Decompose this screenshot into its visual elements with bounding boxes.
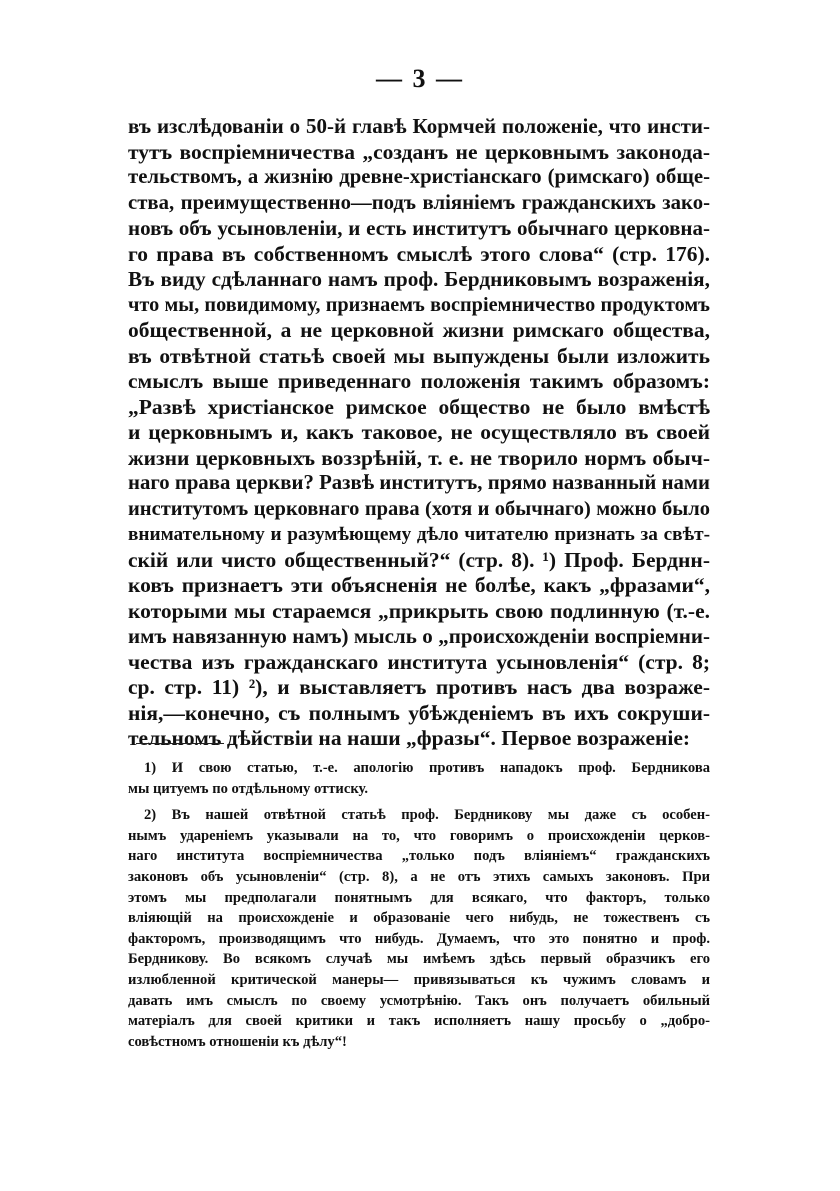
text-line: тутъ воспріемничества „созданъ не церковнымъ законода- — [128, 139, 710, 164]
footnote-line: факторомъ, производящимъ что нибудь. Думаемъ, что это понятно и проф. — [128, 930, 710, 947]
text-line: чества изъ гражданскаго института усыновленія“ (стр. 8; — [128, 649, 710, 674]
text-line: нія,—конечно, съ полнымъ убѣжденіемъ въ ихъ сокруши- — [128, 700, 710, 725]
footnote-line: вліяющій на происхожденіе и образованіе чего нибудь, не тожественъ съ — [128, 910, 710, 927]
footnote-line: излюбленной критической манеры— привязываться къ чужимъ словамъ и — [128, 971, 710, 988]
footnote-line: наго института воспріемничества „только подъ вліяніемъ“ гражданскихъ — [128, 848, 710, 865]
text-line: смыслъ выше приведеннаго положенія такимъ образомъ: — [128, 369, 710, 393]
text-line: Въ виду сдѣланнаго намъ проф. Бердниковымъ возраженія, — [128, 267, 710, 291]
text-line: новъ объ усыновленіи, и есть институтъ обычнаго церковна- — [128, 216, 710, 240]
text-line: тельномъ дѣйствіи на наши „фразы“. Первое возраженіе: — [128, 726, 691, 750]
footnote-line: матеріалъ для своей критики и такъ исполняетъ нашу просьбу о „добро- — [128, 1013, 710, 1030]
footnote-line: совѣстномъ отношеніи къ дѣлу“! — [128, 1033, 347, 1050]
footnote-line: 1) И свою статью, т.-е. апологію противъ нападокъ проф. Бердникова — [144, 760, 710, 776]
text-line: общественной, а не церковной жизни римскаго общества, — [128, 318, 710, 342]
text-line: скій или чисто общественный?“ (стр. 8). ¹) Проф. Берднн- — [128, 547, 710, 572]
text-line: въ изслѣдованіи о 50-й главѣ Кормчей положеніе, что инсти- — [128, 114, 710, 138]
footnote-line: нымъ удареніемъ указывали на то, что говоримъ о происхожденіи церков- — [128, 827, 710, 844]
footnote-line: законовъ объ усыновленіи“ (стр. 8), а не отъ этихъ самыхъ законовъ. При — [128, 868, 710, 885]
text-line: тельствомъ, а жизнію древне-христіанскаго (римскаго) обще- — [128, 166, 710, 188]
text-line: го права въ собственномъ смыслѣ этого слова“ (стр. 176). — [128, 241, 710, 266]
footnote-line: этомъ мы предполагали понятнымъ для всякаго, что факторъ, только — [128, 889, 710, 906]
footnote-1 — [128, 758, 710, 799]
text-line: имъ навязанную намъ) мысль о „происхожденіи воспріемни- — [128, 624, 710, 648]
text-line: наго права церкви? Развѣ институтъ, прямо названный нами — [128, 472, 710, 494]
footnote-divider — [136, 743, 224, 744]
footnote-line: давать имъ смыслъ по своему усмотрѣнію. Такъ онъ получаетъ обильный — [128, 992, 710, 1009]
text-line: ковъ признаетъ эти объясненія не болѣе, какъ „фразами“, — [128, 573, 710, 597]
text-line: „Развѣ христіанское римское общество не было вмѣстѣ — [128, 394, 710, 419]
footnote-line: мы цитуемъ по отдѣльному оттиску. — [128, 780, 369, 797]
footnote-line: 2) Въ нашей отвѣтной статьѣ проф. Бердникову мы даже съ особен- — [144, 807, 710, 824]
text-line: институтомъ церковнаго права (хотя и обычнаго) можно было — [128, 497, 710, 520]
text-line: жизни церковныхъ воззрѣній, т. е. не творило нормъ обыч- — [128, 445, 710, 470]
footnote-line: Бердникову. Во всякомъ случаѣ мы имѣемъ здѣсь первый образчикъ его — [128, 951, 710, 968]
main-text — [128, 114, 710, 752]
footnote-2 — [128, 805, 710, 1052]
page-number: — 3 — — [376, 64, 464, 93]
text-line: и церковнымъ и, какъ таковое, не осуществляло въ своей — [128, 420, 710, 444]
text-line: которыми мы стараемся „прикрыть свою подлинную (т.-е. — [128, 598, 710, 623]
text-line: въ отвѣтной статьѣ своей мы выпуждены были изложить — [128, 343, 710, 368]
text-line: ства, преимущественно—подъ вліяніемъ гражданскихъ зако- — [128, 191, 710, 214]
text-line: что мы, повидимому, признаемъ воспріемничество продуктомъ — [128, 293, 710, 316]
footnotes — [128, 758, 710, 1052]
text-line: внимательному и разумѣющему дѣло читателю признать за свѣт- — [128, 524, 710, 545]
text-line: ср. стр. 11) ²), и выставляетъ противъ насъ два возраже- — [128, 675, 710, 699]
